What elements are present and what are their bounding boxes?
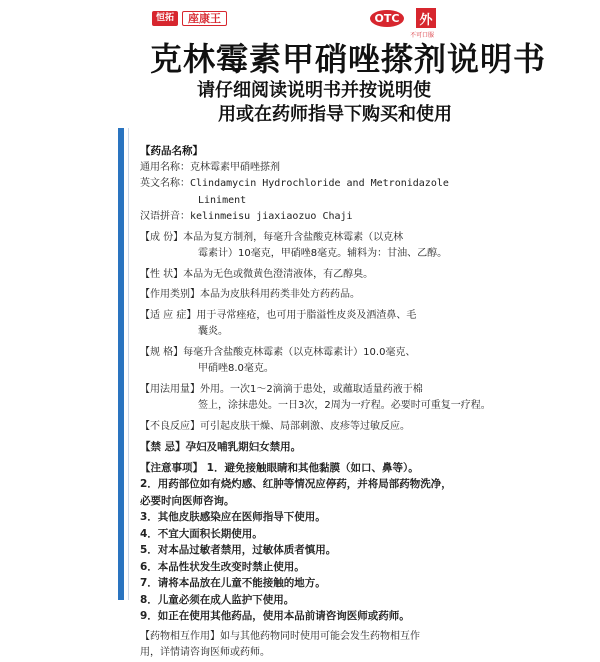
left-margin	[0, 128, 123, 600]
drug-interaction-continued: 用，详情请咨询医师或药师。	[140, 647, 270, 658]
notes-heading: 【注意事项】 1．避免接触眼睛和其他黏膜（如口、鼻等）。	[140, 461, 419, 474]
leaflet-body	[140, 143, 590, 662]
margin-rule	[128, 128, 129, 600]
english-name-continued: Liniment	[198, 194, 247, 206]
generic-name: 通用名称：克林霉素甲硝唑搽剂	[140, 161, 280, 173]
specification-continued: 甲硝唑8.0毫克。	[198, 363, 274, 374]
external-use-badge: 外	[416, 8, 436, 28]
note-item: 5．对本品过敏者禁用，过敏体质者慎用。	[140, 544, 337, 556]
drug-name-heading: 【药品名称】	[140, 145, 203, 157]
notice-line-2: 用或在药师指导下购买和使用	[218, 104, 452, 125]
note-item: 6．本品性状发生改变时禁止使用。	[140, 560, 305, 573]
brand-logo: 恒拓	[152, 11, 178, 26]
specification: 【规 格】每毫升含盐酸克林霉素（以克林霉素计）10.0毫克、	[140, 346, 416, 358]
adverse-reactions: 【不良反应】可引起皮肤干燥、局部刺激、皮疹等过敏反应。	[140, 420, 410, 432]
english-name: 英文名称：Clindamycin Hydrochloride and Metronidazole	[140, 178, 449, 189]
note-item: 7．请将本品放在儿童不能接触的地方。	[140, 577, 326, 589]
character: 【性 状】本品为无色或微黄色澄清液体，有乙醇臭。	[140, 268, 374, 280]
document-title: 克林霉素甲硝唑搽剂说明书	[150, 40, 547, 78]
ingredients-continued: 霉素计）10毫克，甲硝唑8毫克。辅料为：甘油、乙醇。	[198, 248, 448, 259]
brand-block	[152, 11, 227, 26]
leaflet-header	[0, 0, 600, 130]
external-use-note: 不可口服	[410, 32, 435, 39]
category: 【作用类别】本品为皮肤科用药类非处方药药品。	[140, 289, 360, 300]
note-item: 3．其他皮肤感染应在医师指导下使用。	[140, 511, 326, 523]
ingredients: 【成 份】本品为复方制剂，每毫升含盐酸克林霉素（以克林	[140, 231, 404, 243]
otc-badge: OTC	[370, 10, 404, 27]
brand-name: 座康王	[182, 11, 227, 26]
note-item: 必要时向医师咨询。	[140, 494, 235, 507]
indication: 【适 应 症】用于寻常痤疮，也可用于脂溢性皮炎及酒渣鼻、毛	[140, 309, 417, 321]
blue-stripe	[118, 128, 124, 600]
indication-continued: 囊炎。	[198, 326, 228, 337]
notice-line-1: 请仔细阅读说明书并按说明使	[197, 80, 431, 101]
dosage-continued: 签上，涂抹患处。一日3次，2周为一疗程。必要时可重复一疗程。	[198, 400, 491, 411]
contraindications: 【禁 忌】孕妇及哺乳期妇女禁用。	[140, 441, 302, 453]
note-item: 9．如正在使用其他药品，使用本品前请咨询医师或药师。	[140, 610, 410, 622]
note-item: 4．不宜大面积长期使用。	[140, 527, 263, 540]
drug-interaction: 【药物相互作用】如与其他药物同时使用可能会发生药物相互作	[140, 630, 420, 642]
note-item: 8．儿童必须在成人监护下使用。	[140, 593, 295, 606]
dosage: 【用法用量】外用。一次1～2滴滴于患处，或蘸取适量药液于棉	[140, 383, 423, 395]
note-item: 2．用药部位如有烧灼感、红肿等情况应停药，并将局部药物洗净，	[140, 478, 452, 490]
pinyin-name: 汉语拼音：kelinmeisu jiaxiaozuo Chaji	[140, 211, 353, 222]
